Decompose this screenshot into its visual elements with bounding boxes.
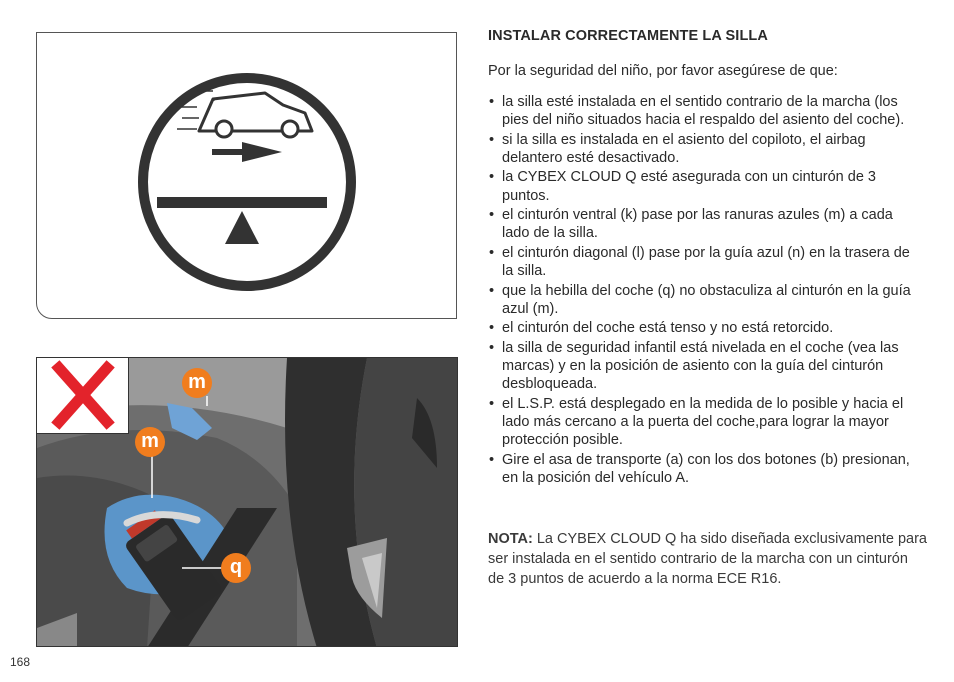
checklist-item: • la silla de seguridad infantil está nivelada en el coche (vea las marcas) y en la posición de asiento con la guía del cinturón desbloqueada.	[488, 339, 924, 394]
section-heading: INSTALAR CORRECTAMENTE LA SILLA	[488, 28, 768, 44]
checklist-item: • la CYBEX CLOUD Q esté asegurada con un cinturón de 3 puntos.	[488, 168, 924, 204]
note	[488, 529, 928, 589]
level-circle	[143, 78, 351, 286]
checklist-item: • el cinturón diagonal (l) pase por la guía azul (n) en la trasera de la silla.	[488, 244, 924, 280]
level-indicator-figure	[36, 32, 457, 319]
cross-icon	[37, 358, 129, 434]
page-number: 168	[10, 655, 31, 669]
level-bar	[157, 197, 327, 208]
checklist-item: • si la silla es instalada en el asiento del copiloto, el airbag delantero esté desactivado.	[488, 131, 924, 167]
checklist-item: • el cinturón del coche está tenso y no está retorcido.	[488, 319, 924, 337]
checklist-item: • el cinturón ventral (k) pase por las ranuras azules (m) a cada lado de la silla.	[488, 206, 924, 242]
level-indicator-illustration	[37, 33, 458, 320]
checklist	[488, 93, 924, 488]
note-label: NOTA:	[488, 531, 533, 547]
intro-text: Por la seguridad del niño, por favor asegúrese de que:	[488, 63, 838, 79]
incorrect-installation-photo	[36, 357, 458, 647]
checklist-item: • Gire el asa de transporte (a) con los dos botones (b) presionan, en la posición del vehículo A.	[488, 451, 924, 487]
checklist-item: • el L.S.P. está desplegado en la medida de lo posible y hacia el lado más cercano a la puerta del coche,para lograr la mayor protección posible.	[488, 395, 924, 450]
marker-m-middle: m	[135, 427, 165, 457]
checklist-item: • que la hebilla del coche (q) no obstaculiza al cinturón en la guía azul (m).	[488, 282, 924, 318]
marker-m-top: m	[182, 368, 212, 398]
marker-q: q	[221, 553, 251, 583]
note-text: La CYBEX CLOUD Q ha sido diseñada exclusivamente para ser instalada en el sentido contrario de la marcha con un cinturón de 3 puntos de acuerdo a la norma ECE R16.	[488, 531, 927, 587]
incorrect-mark-box	[37, 358, 129, 434]
checklist-item: • la silla esté instalada en el sentido contrario de la marcha (los pies del niño situados hacia el respaldo del asiento del coche).	[488, 93, 924, 129]
